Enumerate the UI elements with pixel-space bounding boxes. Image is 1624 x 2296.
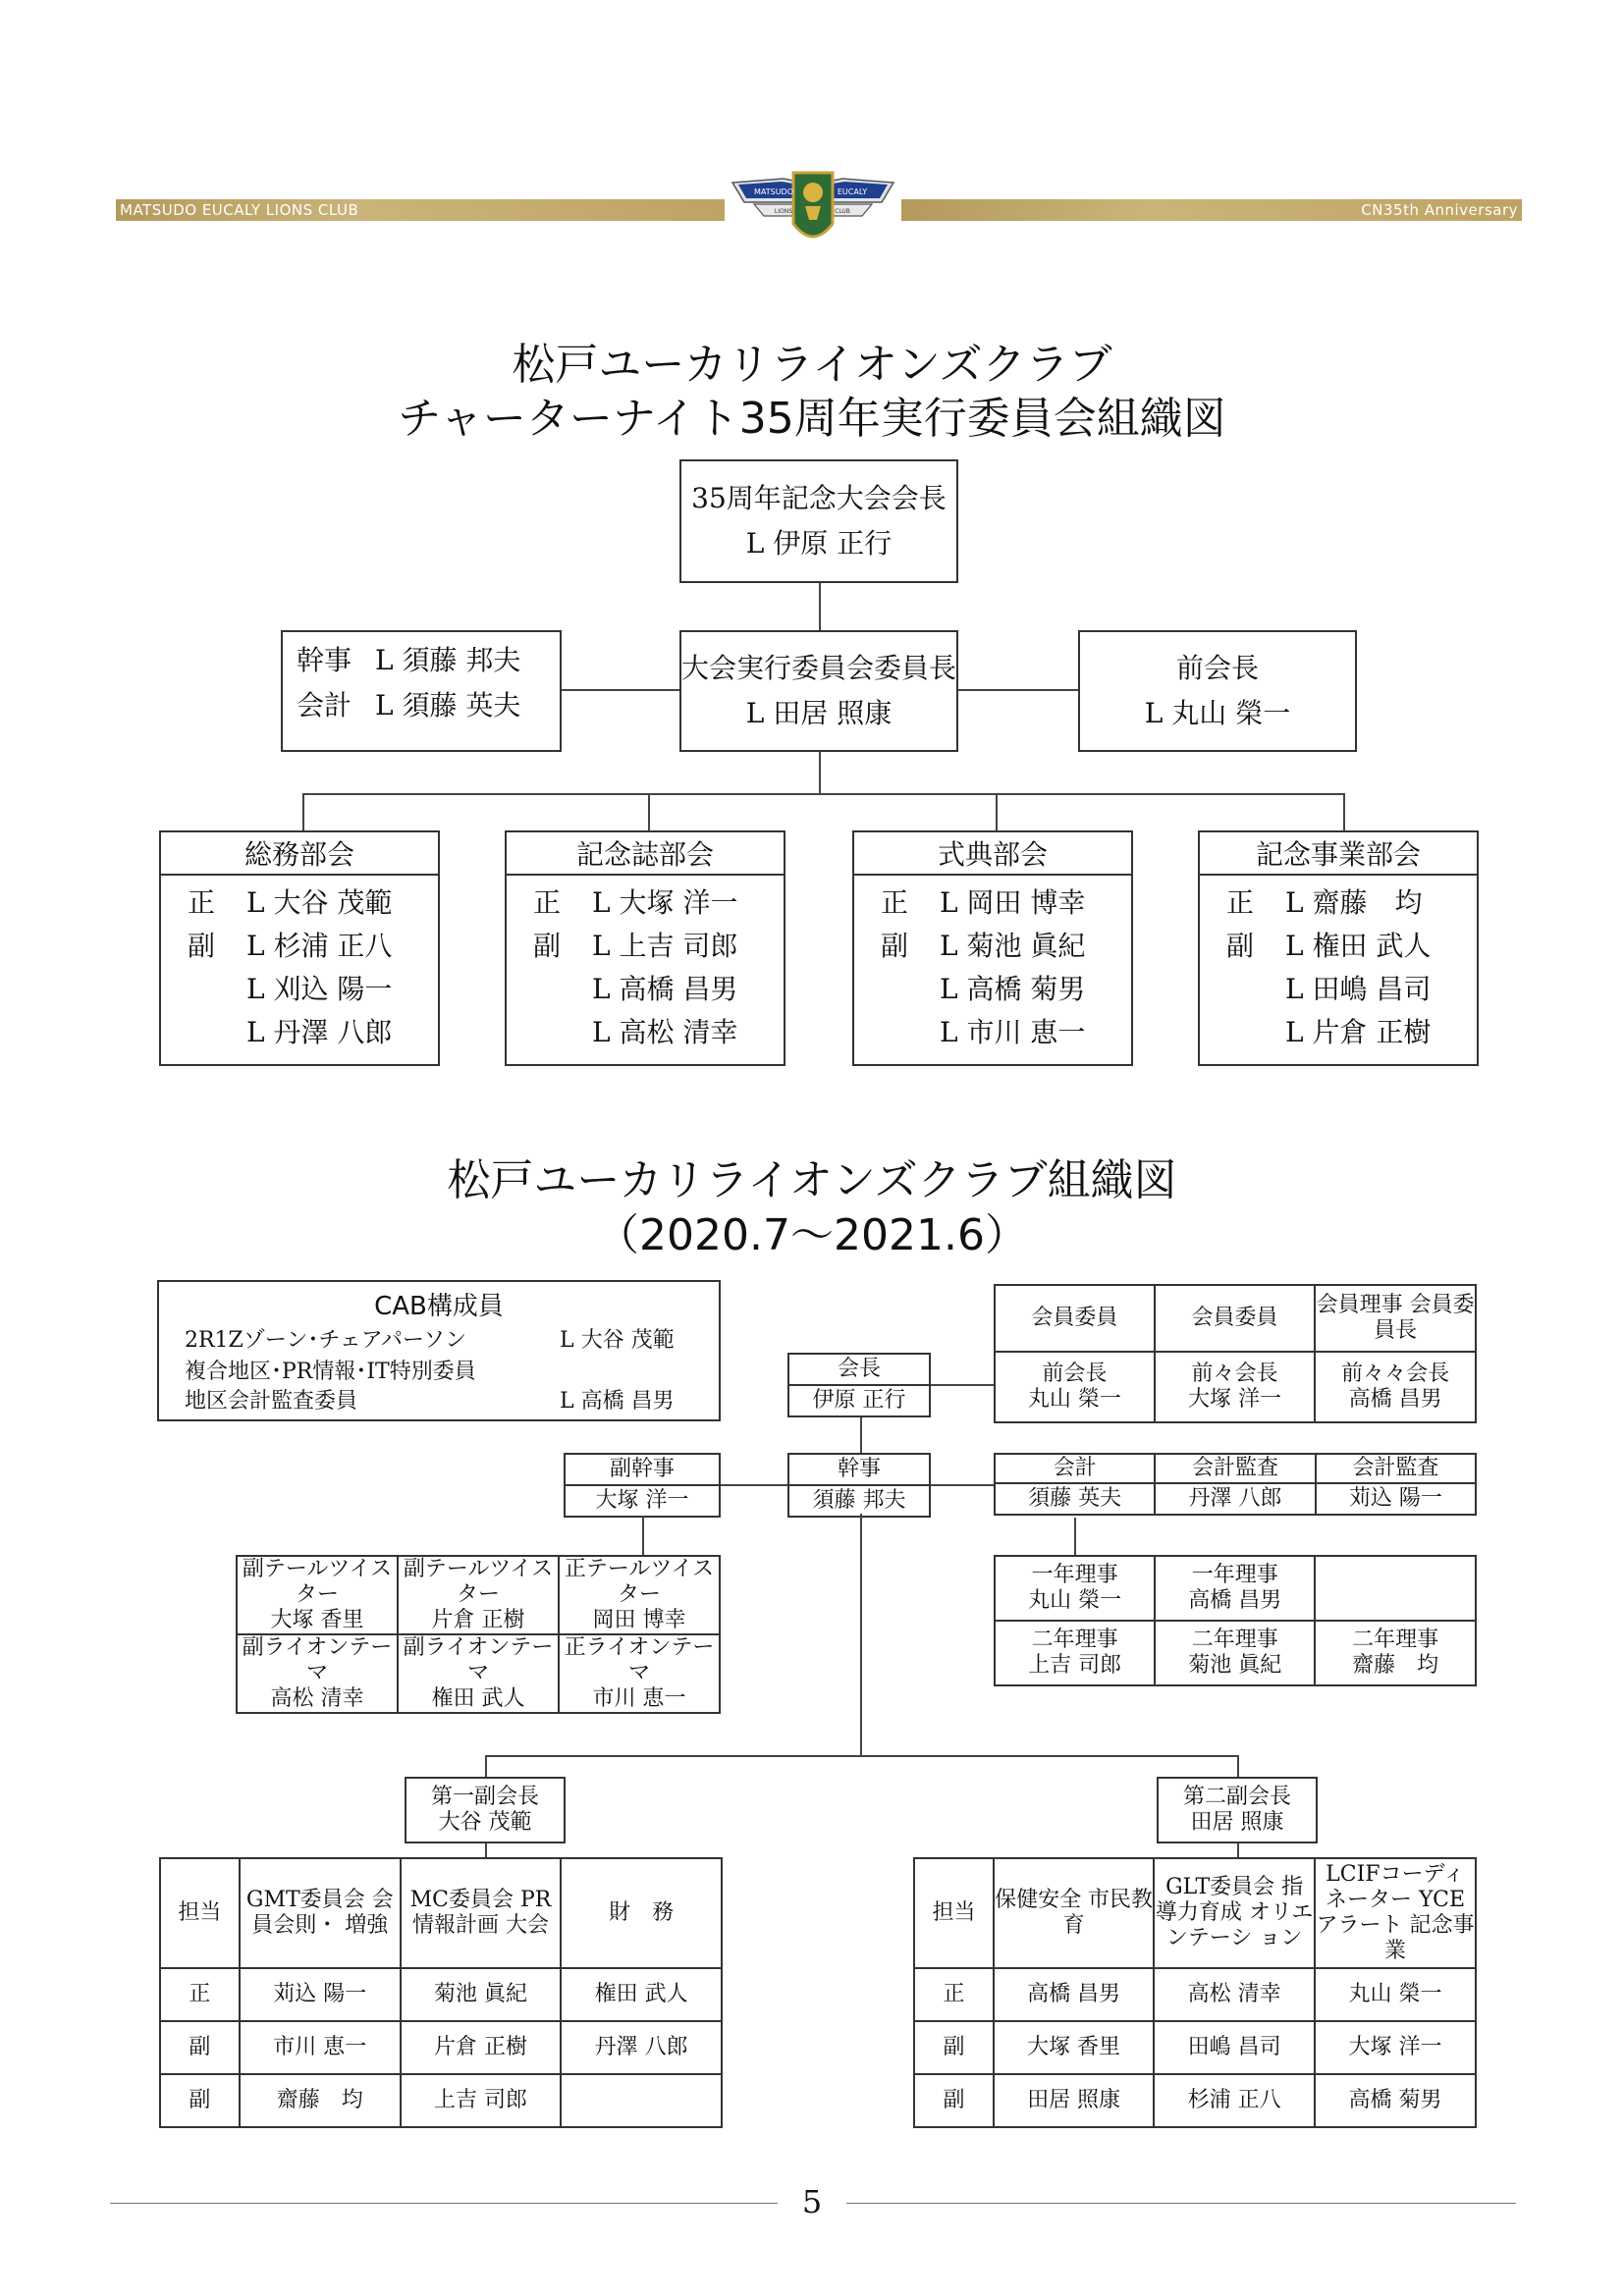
logo-text-bottom-left: LIONS [774,208,793,215]
lion-tamer-role: 副ライオンテーマ [403,1635,554,1685]
cab-row-1-role: 2R1Zゾーン･チェアパーソン [185,1328,467,1353]
chart1-middle-box [679,630,958,752]
chart1-middle-role: 大会実行委員会委員長 [681,652,957,684]
committee-member: 上吉 司郎 [401,2074,562,2127]
director-name: 高橋 昌男 [1188,1588,1282,1613]
tamers-table [236,1555,721,1714]
committee-member: 田嶋 昌司 [1154,2021,1315,2074]
membership-name-2: 大塚 洋一 [1188,1387,1281,1412]
committee-member: 田居 照康 [994,2074,1154,2127]
finance-name-3: 苅込 陽一 [1316,1483,1476,1515]
logo-text-bottom-right: CLUB [835,208,850,215]
committee-header: LCIFコーディ ネーター YCEアラート 記念事業 [1315,1858,1476,1968]
vice-secretary-name: 大塚 洋一 [565,1485,720,1517]
dept-title: 記念事業部会 [1200,832,1477,876]
secretary-role: 幹事 [788,1454,930,1485]
committee-rank: 副 [914,2021,994,2074]
header-band-right [901,199,1522,221]
chart1-middle-name: L 田居 照康 [745,697,893,729]
chart1-left-row2-role: 会計 [297,689,352,721]
lion-tamer-role: 正ライオンテーマ [564,1635,715,1685]
dept-rank: 副 [187,930,215,962]
chart1-right-box [1078,630,1357,752]
director-role: 二年理事 [1191,1628,1278,1652]
chart1-right-role: 前会長 [1175,652,1259,684]
committee-member: 片倉 正樹 [401,2021,562,2074]
vice-secretary-box [564,1453,721,1518]
cab-row-3-role: 地区会計監査委員 [185,1389,358,1414]
chart1-top-name: L 伊原 正行 [745,527,893,560]
membership-header-2: 会員委員 [1155,1285,1315,1352]
tamer-role: 副テールツイスター [403,1557,554,1607]
committee-rank: 正 [160,1968,240,2021]
tamer-name: 岡田 博幸 [592,1608,686,1632]
membership-name-3: 高橋 昌男 [1348,1387,1442,1412]
committee-member: 杉浦 正八 [1154,2074,1315,2127]
committee-rank: 副 [160,2021,240,2074]
chart1-right-name: L 丸山 榮一 [1144,697,1291,729]
finance-role-1: 会計 [995,1454,1155,1483]
dept-title: 総務部会 [161,832,438,876]
committee-header: GMT委員会 会員会則・ 増強 [240,1858,401,1968]
finance-role-2: 会計監査 [1155,1454,1315,1483]
lion-tamer-role: 副ライオンテーマ [242,1635,393,1685]
chart2-title-line1: 松戸ユーカリライオンズクラブ組織図 [447,1155,1177,1205]
dept-member: L 菊池 眞紀 [940,930,1086,962]
committee-member: 大塚 香里 [994,2021,1154,2074]
finance-table [994,1453,1477,1516]
committee-rank: 副 [914,2074,994,2127]
dept-rank: 副 [880,930,908,962]
dept-member: L 市川 恵一 [940,1016,1086,1048]
dept-member: L 大塚 洋一 [592,886,738,919]
membership-header-1: 会員委員 [995,1285,1155,1352]
directors-table [994,1555,1477,1686]
chart1-title-line1: 松戸ユーカリライオンズクラブ [512,340,1112,390]
dept-rank: 副 [1225,930,1254,962]
president-role: 会長 [788,1354,930,1385]
committee-header: GLT委員会 指導力育成 オリエンテーシ ョン [1154,1858,1315,1968]
tamer-name: 片倉 正樹 [431,1608,525,1632]
membership-role-1: 前会長 [1042,1362,1108,1386]
director-role: 二年理事 [1031,1628,1118,1652]
lion-tamer-name: 市川 恵一 [592,1686,686,1711]
committee-member: 大塚 洋一 [1315,2021,1476,2074]
committee-member [561,2074,722,2127]
committee-right-table [913,1857,1477,2128]
vice-secretary-role: 副幹事 [565,1454,720,1485]
chart1-dept-ceremony [852,830,1133,1066]
dept-member: L 高橋 菊男 [940,973,1086,1005]
dept-member: L 権田 武人 [1285,930,1432,962]
dept-rank: 副 [532,930,561,962]
membership-name-1: 丸山 榮一 [1027,1387,1121,1412]
director-role: 一年理事 [1191,1563,1278,1587]
dept-rank: 正 [880,886,908,919]
committee-member: 丹澤 八郎 [561,2021,722,2074]
header-club-name: MATSUDO EUCALY LIONS CLUB [120,201,359,219]
committee-member: 高橋 昌男 [994,1968,1154,2021]
committee-left-table [159,1857,723,2128]
committee-header: 財 務 [561,1858,722,1968]
dept-member: L 刈込 陽一 [246,973,393,1005]
vp2-name: 田居 照康 [1190,1810,1284,1835]
chart1-dept-project [1198,830,1479,1066]
dept-title: 記念誌部会 [507,832,784,876]
chart1-left-box [281,630,562,752]
director-name: 齋藤 均 [1352,1653,1439,1678]
footer-rule-left [110,2203,778,2204]
director-name: 菊池 眞紀 [1188,1653,1282,1678]
president-name: 伊原 正行 [788,1385,930,1416]
committee-member: 高橋 菊男 [1315,2074,1476,2127]
vp1-box [405,1777,566,1843]
director-name: 上吉 司郎 [1028,1653,1122,1678]
lion-tamer-name: 権田 武人 [431,1686,525,1711]
dept-member: L 高松 清幸 [592,1016,738,1048]
tamer-name: 大塚 香里 [270,1608,364,1632]
membership-role-2: 前々会長 [1191,1362,1278,1386]
chart2-title-line2: （2020.7～2021.6） [596,1210,1028,1260]
chart1-left-row1-name: L 須藤 邦夫 [375,644,521,676]
dept-member: L 田嶋 昌司 [1285,973,1432,1005]
dept-rank: 正 [532,886,561,919]
director-name: 丸山 榮一 [1028,1588,1122,1613]
finance-name-2: 丹澤 八郎 [1155,1483,1315,1515]
lion-tamer-name: 高松 清幸 [270,1686,364,1711]
dept-member: L 片倉 正樹 [1285,1016,1432,1048]
vp2-role: 第二副会長 [1182,1785,1291,1809]
committee-member: 菊池 眞紀 [401,1968,562,2021]
tamer-role: 副テールツイスター [242,1557,393,1607]
committee-header: MC委員会 PR情報計画 大会 [401,1858,562,1968]
committee-header-label: 担当 [160,1858,240,1968]
cab-row-2-role: 複合地区･PR情報･IT特別委員 [185,1360,476,1384]
dept-member: L 岡田 博幸 [940,886,1086,919]
page-number: 5 [801,2183,823,2220]
dept-rank: 正 [1225,886,1254,919]
dept-member: L 齋藤 均 [1285,886,1423,919]
cab-box [157,1280,721,1421]
chart1-top-box [679,459,958,583]
director-role: 二年理事 [1352,1628,1439,1652]
membership-table [994,1284,1477,1423]
secretary-box [787,1453,931,1518]
cab-row-3-name: L 高橋 昌男 [560,1389,675,1414]
vp2-box [1157,1777,1318,1843]
secretary-name: 須藤 邦夫 [788,1485,930,1517]
logo-text-right: EUCALY [837,187,868,196]
committee-member: 市川 恵一 [240,2021,401,2074]
header-anniversary: CN35th Anniversary [1361,201,1518,219]
header-band-left [116,199,725,221]
committee-member: 権田 武人 [561,1968,722,2021]
dept-member: L 上吉 司郎 [592,930,738,962]
vp1-role: 第一副会長 [430,1785,539,1809]
committee-member: 苅込 陽一 [240,1968,401,2021]
dept-member: L 高橋 昌男 [592,973,738,1005]
logo-text-left: MATSUDO [753,187,794,196]
chart1-title-line2: チャーターナイト35周年実行委員会組織図 [398,394,1226,444]
committee-rank: 正 [914,1968,994,2021]
vp1-name: 大谷 茂範 [438,1810,532,1835]
committee-member: 齋藤 均 [240,2074,401,2127]
committee-header: 保健安全 市民教育 [994,1858,1154,1968]
director-role: 一年理事 [1031,1563,1118,1587]
dept-member: L 大谷 茂範 [246,886,393,919]
membership-role-3: 前々々会長 [1341,1362,1450,1386]
dept-member: L 丹澤 八郎 [246,1016,393,1048]
chart1-left-row2-name: L 須藤 英夫 [375,689,521,721]
chart1-top-role: 35周年記念大会会長 [691,482,947,514]
chart1-left-row1-role: 幹事 [297,644,352,676]
cab-row-1-name: L 大谷 茂範 [560,1328,675,1353]
membership-header-3: 会員理事 会員委員長 [1315,1285,1476,1352]
footer-rule-right [846,2203,1516,2204]
dept-title: 式典部会 [854,832,1131,876]
club-logo [725,155,901,253]
cab-title: CAB構成員 [374,1292,504,1321]
committee-rank: 副 [160,2074,240,2127]
tamer-role: 正テールツイスター [564,1557,715,1607]
finance-name-1: 須藤 英夫 [995,1483,1155,1515]
committee-member: 丸山 榮一 [1315,1968,1476,2021]
dept-member: L 杉浦 正八 [246,930,393,962]
president-box [787,1353,931,1417]
dept-rank: 正 [187,886,215,919]
chart1-dept-journal [505,830,785,1066]
committee-member: 高松 清幸 [1154,1968,1315,2021]
finance-role-3: 会計監査 [1316,1454,1476,1483]
chart1-dept-general [159,830,440,1066]
committee-header-label: 担当 [914,1858,994,1968]
